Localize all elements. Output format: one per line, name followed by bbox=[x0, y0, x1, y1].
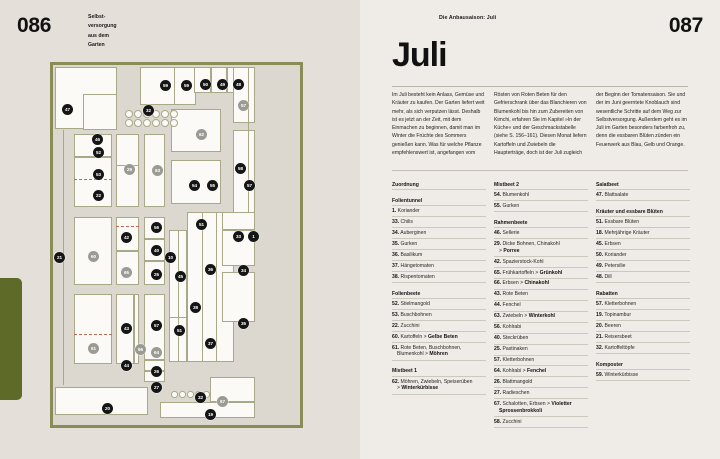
plan-marker-32[interactable]: 32 bbox=[195, 392, 206, 403]
legend-item[interactable]: 40. Steckrüben bbox=[494, 334, 588, 345]
legend-item[interactable]: 37. Hängetomaten bbox=[392, 261, 486, 272]
plan-divider-pt-b bbox=[169, 317, 187, 318]
intro-paragraph-2: Rösten von Roten Beten für den Gefrierschrank über das Blanchieren von Blumenkohl bis hin zum Zubereiten von Kimchi, erfahren Sie im Kapitel »In der Küche« und der Geschmackstabelle (siehe S. 156–161). Diesen Monat liefern Kartoffeln und Zwiebeln die Haupterträge, doch ist der Juli zugleich bbox=[494, 92, 587, 156]
legend-item[interactable]: 57. Kletterbohnen bbox=[596, 299, 690, 310]
plan-marker-61[interactable]: 61 bbox=[88, 343, 99, 354]
right-page bbox=[360, 0, 720, 459]
legend-group-title: Mistbeet 1 bbox=[392, 367, 486, 377]
plan-marker-50[interactable]: 50 bbox=[200, 79, 211, 90]
plan-marker-59[interactable]: 59 bbox=[181, 80, 192, 91]
plan-pot bbox=[179, 391, 186, 398]
legend-group-title: Salatbeet bbox=[596, 180, 690, 190]
plan-marker-19[interactable]: 19 bbox=[205, 409, 216, 420]
legend-item[interactable]: 48. Dill bbox=[596, 272, 690, 283]
plan-marker-51[interactable]: 51 bbox=[174, 325, 185, 336]
legend-item[interactable]: 67. Schalotten, Erbsen > Violetter Sprossenbrokkoli bbox=[494, 399, 588, 417]
plan-pot bbox=[170, 119, 178, 127]
plan-marker-64[interactable]: 64 bbox=[151, 347, 162, 358]
plan-marker-57[interactable]: 57 bbox=[238, 100, 249, 111]
legend-item[interactable]: 19. Topinambur bbox=[596, 310, 690, 321]
plan-bed-35 bbox=[222, 272, 255, 322]
plan-divider-right bbox=[248, 67, 249, 222]
plan-marker-36[interactable]: 36 bbox=[205, 264, 216, 275]
plan-marker-32[interactable]: 32 bbox=[143, 105, 154, 116]
legend-item[interactable]: 50. Koriander bbox=[596, 250, 690, 261]
legend-item[interactable]: 45. Erbsen bbox=[596, 239, 690, 250]
legend-item[interactable]: 56. Kohlrabi bbox=[494, 323, 588, 334]
legend-item[interactable]: 55. Gurken bbox=[494, 201, 588, 212]
plan-marker-22[interactable]: 22 bbox=[93, 190, 104, 201]
legend-item[interactable]: 47. Blattsalate bbox=[596, 190, 690, 201]
plan-potato-pots-cluster bbox=[125, 110, 186, 127]
plan-divider-pt-d bbox=[216, 212, 217, 362]
plan-pot bbox=[170, 110, 178, 118]
legend-item[interactable]: 46. Sellerie bbox=[494, 228, 588, 239]
plan-divider-pt-a bbox=[178, 230, 179, 362]
plan-marker-33[interactable]: 33 bbox=[233, 231, 244, 242]
plan-pot bbox=[152, 119, 160, 127]
legend-item[interactable]: 27. Radieschen bbox=[494, 388, 588, 399]
plan-bed-right-strip-top bbox=[233, 67, 255, 123]
plan-bed-right-strip-mid bbox=[233, 130, 255, 222]
legend-item[interactable]: 60. Kartoffeln > Gelbe Beten bbox=[392, 332, 486, 343]
legend-group-title: Kräuter und essbare Blüten bbox=[596, 207, 690, 217]
page-number-left: 086 bbox=[17, 14, 52, 37]
plan-marker-53[interactable]: 53 bbox=[93, 169, 104, 180]
divider-top bbox=[392, 86, 688, 87]
plan-pot bbox=[125, 110, 133, 118]
plan-pot bbox=[134, 119, 142, 127]
plan-marker-54[interactable]: 54 bbox=[189, 180, 200, 191]
legend-item[interactable]: 20. Beeren bbox=[596, 321, 690, 332]
legend-group-title: Rabatten bbox=[596, 289, 690, 299]
plan-marker-47[interactable]: 47 bbox=[62, 104, 73, 115]
legend-item[interactable]: 1. Koriander bbox=[392, 206, 486, 217]
intro-column-1 bbox=[392, 91, 485, 157]
plan-marker-20[interactable]: 20 bbox=[102, 403, 113, 414]
plan-marker-34[interactable]: 34 bbox=[238, 265, 249, 276]
page-number-right: 087 bbox=[668, 14, 703, 37]
legend-item[interactable]: 34. Auberginen bbox=[392, 228, 486, 239]
chapter-label: Selbst- versorgung aus dem Garten bbox=[88, 14, 117, 48]
legend-group-title: Rahmenbeete bbox=[494, 218, 588, 228]
plan-marker-40[interactable]: 40 bbox=[151, 245, 162, 256]
plan-marker-27[interactable]: 27 bbox=[151, 382, 162, 393]
legend-item[interactable]: 65. Frühkartoffeln > Grünkohl bbox=[494, 268, 588, 279]
intro-text bbox=[392, 91, 690, 157]
plan-marker-66[interactable]: 66 bbox=[135, 344, 146, 355]
plan-bed-53-22 bbox=[74, 157, 112, 207]
legend-item[interactable]: 44. Fenchel bbox=[494, 301, 588, 312]
legend-item[interactable]: 43. Rote Beten bbox=[494, 290, 588, 301]
plan-pot bbox=[161, 110, 169, 118]
intro-paragraph-3: der Beginn der Tomatensaison. Sie und der im Juni geerntete Knoblauch sind wesentliche Schritte auf dem Weg zur Selbstversorgung. Außerdem geht es im Juli im Garten besonders farbenfroh zu, denn die essbaren Blüten zünden ein Feuerwerk aus Blau, Gelb und Orange. bbox=[596, 92, 687, 148]
plan-marker-51[interactable]: 51 bbox=[196, 219, 207, 230]
plan-marker-37[interactable]: 37 bbox=[205, 338, 216, 349]
legend-item[interactable]: 36. Basilikum bbox=[392, 250, 486, 261]
legend-item[interactable]: 58. Zucchini bbox=[494, 417, 588, 428]
legend-item[interactable]: 62. Möhren, Zwiebeln, Speiserüben > Winterkürbisse bbox=[392, 377, 486, 395]
plan-pot bbox=[187, 391, 194, 398]
plan-pot bbox=[161, 119, 169, 127]
plan-pot bbox=[125, 119, 133, 127]
plan-legend bbox=[392, 180, 692, 428]
plan-marker-59[interactable]: 59 bbox=[160, 80, 171, 91]
legend-item[interactable]: 63. Zwiebeln > Winterkohl bbox=[494, 312, 588, 323]
legend-group-title: Zuordnung bbox=[392, 180, 486, 190]
legend-item[interactable]: 18. Mehrjährige Kräuter bbox=[596, 228, 690, 239]
legend-column-3 bbox=[596, 180, 690, 428]
legend-item[interactable]: 66. Erbsen > Chinakohl bbox=[494, 279, 588, 290]
plan-marker-57[interactable]: 57 bbox=[244, 180, 255, 191]
plan-marker-38[interactable]: 38 bbox=[190, 302, 201, 313]
legend-item[interactable]: 61. Rote Beten, Buschbohnen, Blumenkohl > Möhren bbox=[392, 343, 486, 361]
divider-mid bbox=[392, 170, 688, 171]
legend-item[interactable]: 49. Petersilie bbox=[596, 261, 690, 272]
plan-dashed-53-22 bbox=[74, 179, 112, 180]
legend-item[interactable]: 42. Spazierstock-Kohl bbox=[494, 257, 588, 268]
legend-column-2 bbox=[494, 180, 588, 428]
plan-divider-pt-c bbox=[202, 212, 203, 362]
legend-item[interactable]: 59. Winterkürbisse bbox=[596, 370, 690, 381]
plan-marker-67[interactable]: 67 bbox=[217, 396, 228, 407]
intro-paragraph-1: Im Juli besteht kein Anlass, Gemüse und Kräuter zu kaufen. Der Garten liefert weit mehr, als sich verputzen lässt. Deshalb ist es jetzt an der Zeit, mit dem Einmachen zu beginnen, damit man im Winter die Früchte des Sommers genießen kann. Was für welche Pflanze empfehlenswert ist, angefangen vom bbox=[392, 92, 485, 156]
legend-item[interactable]: 53. Buschbohnen bbox=[392, 310, 486, 321]
plan-marker-62[interactable]: 62 bbox=[196, 129, 207, 140]
plan-marker-1[interactable]: 1 bbox=[248, 231, 259, 242]
plan-marker-58[interactable]: 58 bbox=[235, 163, 246, 174]
legend-item[interactable]: 25. Pastinaken bbox=[494, 345, 588, 356]
plan-marker-42[interactable]: 42 bbox=[121, 232, 132, 243]
thumb-index-tab bbox=[0, 278, 22, 400]
legend-group-title: Komposter bbox=[596, 360, 690, 370]
plan-pot bbox=[171, 391, 178, 398]
page-title: Juli bbox=[392, 36, 447, 74]
legend-group-title: Mistbeet 2 bbox=[494, 180, 588, 190]
plan-marker-52[interactable]: 52 bbox=[93, 147, 104, 158]
legend-item[interactable]: 54. Blumenkohl bbox=[494, 190, 588, 201]
garden-plan bbox=[50, 62, 303, 428]
legend-item[interactable]: 52. Stielmangold bbox=[392, 299, 486, 310]
plan-marker-25[interactable]: 25 bbox=[151, 269, 162, 280]
plan-marker-45[interactable]: 45 bbox=[175, 271, 186, 282]
legend-item[interactable]: 35. Gurken bbox=[392, 239, 486, 250]
plan-marker-10[interactable]: 10 bbox=[165, 252, 176, 263]
plan-dashed-42 bbox=[116, 226, 139, 227]
legend-item[interactable]: 64. Kohlrabi > Fenchel bbox=[494, 366, 588, 377]
running-head: Die Anbausaison: Juli bbox=[439, 15, 497, 21]
legend-item[interactable]: 29. Dicke Bohnen, Chinakohl > Porree bbox=[494, 239, 588, 257]
intro-column-3 bbox=[596, 91, 689, 157]
plan-marker-63[interactable]: 63 bbox=[152, 165, 163, 176]
plan-bed-20 bbox=[55, 387, 148, 415]
plan-bed-46 bbox=[83, 94, 117, 130]
plan-marker-46[interactable]: 46 bbox=[92, 134, 103, 145]
legend-item[interactable]: 33. Chilis bbox=[392, 217, 486, 228]
plan-marker-60[interactable]: 60 bbox=[88, 251, 99, 262]
legend-group-title: Folientunnel bbox=[392, 196, 486, 206]
plan-marker-49[interactable]: 49 bbox=[217, 79, 228, 90]
plan-marker-44[interactable]: 44 bbox=[121, 360, 132, 371]
legend-item[interactable]: 21. Reisersbeet bbox=[596, 332, 690, 343]
plan-bed-33-1 bbox=[222, 212, 255, 230]
legend-item[interactable]: 38. Rispentomaten bbox=[392, 272, 486, 283]
plan-marker-35[interactable]: 35 bbox=[238, 318, 249, 329]
plan-marker-29[interactable]: 29 bbox=[124, 164, 135, 175]
plan-marker-48[interactable]: 48 bbox=[233, 79, 244, 90]
plan-dashed-61 bbox=[74, 334, 112, 335]
legend-item[interactable]: 51. Essbare Blüten bbox=[596, 217, 690, 228]
plan-marker-65[interactable]: 65 bbox=[121, 267, 132, 278]
plan-marker-43[interactable]: 43 bbox=[121, 323, 132, 334]
legend-item[interactable]: 57. Kletterbohnen bbox=[494, 356, 588, 367]
plan-marker-57[interactable]: 57 bbox=[151, 320, 162, 331]
plan-marker-55[interactable]: 55 bbox=[207, 180, 218, 191]
plan-marker-56[interactable]: 56 bbox=[151, 222, 162, 233]
legend-item[interactable]: 26. Blattmangold bbox=[494, 377, 588, 388]
plan-marker-26[interactable]: 26 bbox=[151, 366, 162, 377]
plan-marker-21[interactable]: 21 bbox=[54, 252, 65, 263]
plan-pot bbox=[134, 110, 142, 118]
legend-item[interactable]: 22. Zucchini bbox=[392, 321, 486, 332]
plan-pot bbox=[143, 119, 151, 127]
legend-item[interactable]: 32. Kartoffeltöpfe bbox=[596, 343, 690, 354]
legend-group-title: Folienbeete bbox=[392, 289, 486, 299]
legend-column-1 bbox=[392, 180, 486, 428]
intro-column-2 bbox=[494, 91, 587, 157]
